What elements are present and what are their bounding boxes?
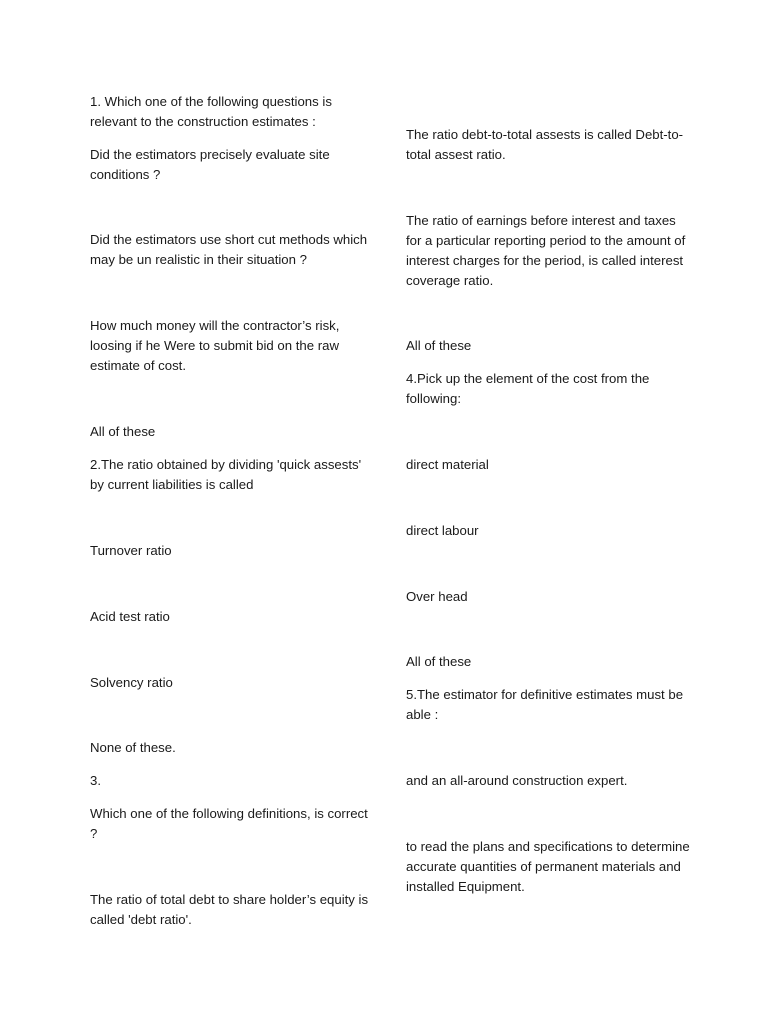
question-2-option-d: None of these. — [90, 740, 176, 755]
question-4-option-a: direct material — [406, 457, 489, 472]
question-1-option-b: Did the estimators use short cut methods which may be un realistic in their situation ? — [90, 232, 368, 267]
question-3-option-b: The ratio debt-to-total assests is called Debt-to-total assest ratio. — [406, 127, 684, 162]
question-2-prompt: 2.The ratio obtained by dividing 'quick assests' by current liabilities is called — [90, 457, 362, 492]
question-2-option-c: Solvency ratio — [90, 675, 173, 690]
question-4-prompt: 4.Pick up the element of the cost from the following: — [406, 371, 650, 406]
question-1-option-d: All of these — [90, 424, 156, 439]
question-4-option-c: Over head — [406, 589, 468, 604]
question-3-option-c: The ratio of earnings before interest and taxes for a particular reporting period to the amount of interest charges for the period, is called interest coverage ratio. — [406, 213, 686, 288]
question-5-option-b: to read the plans and specifications to determine accurate quantities of permanent materials and installed Equipment. — [406, 839, 690, 894]
question-3-prompt: Which one of the following definitions, is correct ? — [90, 806, 368, 841]
question-4-option-b: direct labour — [406, 523, 479, 538]
question-2-option-a: Turnover ratio — [90, 543, 172, 558]
question-3-option-a: The ratio of total debt to share holder’s equity is called 'debt ratio'. — [90, 892, 369, 927]
question-1-prompt: 1. Which one of the following questions is relevant to the construction estimates : — [90, 94, 332, 129]
question-3-number: 3. — [90, 773, 101, 788]
question-5-prompt: 5.The estimator for definitive estimates must be able : — [406, 687, 684, 722]
question-4-option-d: All of these — [406, 654, 472, 669]
question-1-option-c: How much money will the contractor’s risk, loosing if he Were to submit bid on the raw estimate of cost. — [90, 318, 340, 373]
question-1-option-a: Did the estimators precisely evaluate site conditions ? — [90, 147, 330, 182]
question-2-option-b: Acid test ratio — [90, 609, 170, 624]
question-3-option-d: All of these — [406, 338, 472, 353]
question-5-option-a: and an all-around construction expert. — [406, 773, 628, 788]
